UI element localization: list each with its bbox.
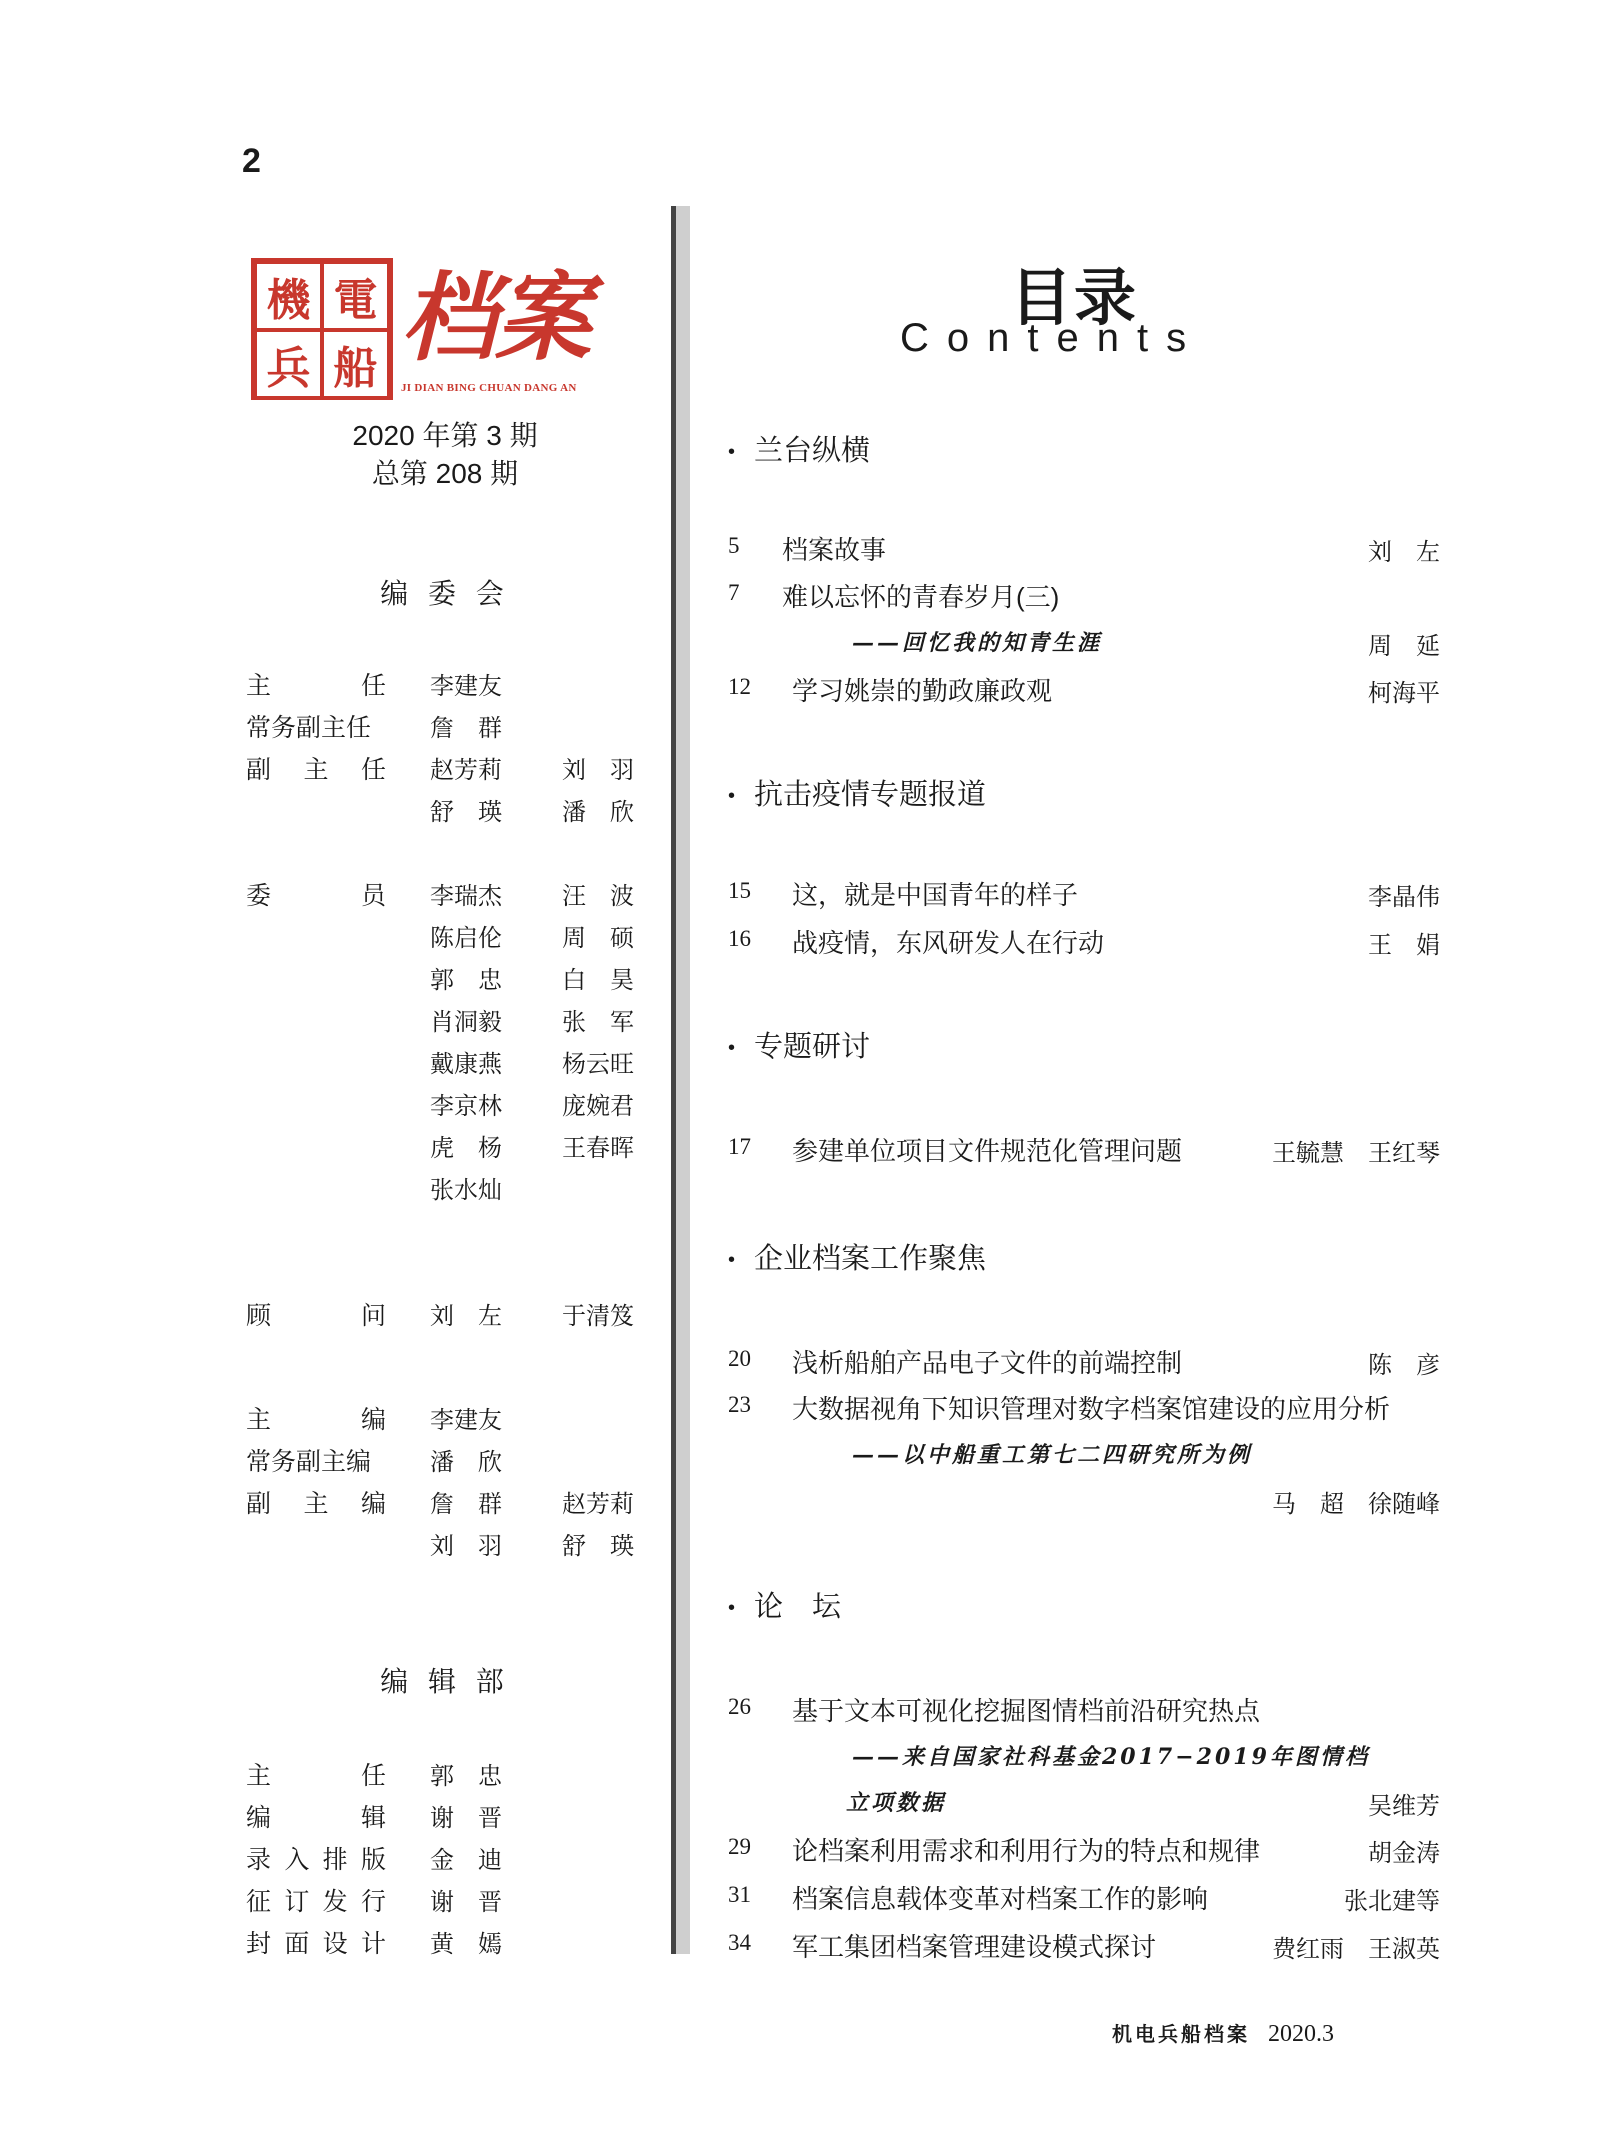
article-author: 陈 彦 — [1368, 1351, 1440, 1379]
board-name: 周 硕 — [562, 924, 634, 952]
board-name: 刘 羽 — [562, 756, 634, 784]
category-label: 论 坛 — [754, 1591, 842, 1623]
toc-subtitle: Contents — [900, 316, 1205, 360]
role-char: 编 — [360, 1406, 386, 1434]
board-name: 张 军 — [562, 1008, 634, 1036]
bullet-icon: • — [728, 784, 736, 807]
toc-category — [728, 772, 986, 813]
role-char: 封 — [246, 1930, 272, 1958]
dept-role — [246, 1798, 386, 1834]
toc-title: 目录 — [1010, 264, 1139, 333]
masthead-logo — [251, 258, 633, 400]
article-title: 军工集团档案管理建设模式探讨 — [792, 1932, 1157, 1962]
seal-char: 兵 — [255, 330, 322, 398]
article-author: 王 娟 — [1368, 931, 1440, 959]
role-char: 副 — [246, 1490, 272, 1518]
dept-name: 黄 嫣 — [430, 1930, 502, 1958]
role-char: 主 — [303, 756, 329, 784]
role-char: 订 — [284, 1888, 310, 1916]
article-title: 大数据视角下知识管理对数字档案馆建设的应用分析 — [792, 1394, 1391, 1424]
article-title: 浅析船舶产品电子文件的前端控制 — [792, 1348, 1183, 1378]
article-author: 周 延 — [1368, 632, 1440, 660]
role-exec-deputy — [246, 708, 386, 744]
article-page: 29 — [728, 1834, 751, 1859]
role-char: 员 — [360, 882, 386, 910]
board-name: 肖洞毅 — [430, 1008, 502, 1036]
article-title: 战疫情，东风研发人在行动 — [792, 928, 1105, 958]
dept-role — [246, 1756, 386, 1792]
article-subtitle: ——回忆我的知青生涯 — [852, 630, 1103, 656]
role-char: 版 — [360, 1846, 386, 1874]
article-author: 刘 左 — [1368, 538, 1440, 566]
footer-brand: 机电兵船档案 — [1112, 2022, 1250, 2046]
bullet-icon: • — [728, 1248, 736, 1271]
dept-name: 郭 忠 — [430, 1762, 502, 1790]
role-deputy — [246, 750, 386, 786]
article-page: 23 — [728, 1392, 751, 1417]
role-char: 任 — [360, 756, 386, 784]
board-name: 舒 瑛 — [562, 1532, 634, 1560]
category-label: 专题研讨 — [754, 1031, 871, 1063]
role-char: 面 — [284, 1930, 310, 1958]
role-char: 主 — [303, 1490, 329, 1518]
board-name: 于清笈 — [562, 1302, 634, 1330]
board-name: 舒 瑛 — [430, 798, 502, 826]
role-members — [246, 876, 386, 912]
bullet-icon: • — [728, 1036, 736, 1059]
role-exec-deputy-editor — [246, 1442, 386, 1478]
board-name: 詹 群 — [430, 1490, 502, 1518]
board-name: 王春晖 — [562, 1134, 634, 1162]
role-director — [246, 666, 386, 702]
role-text: 常务副主任 — [246, 714, 372, 742]
role-advisor — [246, 1296, 386, 1332]
article-author: 马 超 徐随峰 — [1272, 1490, 1440, 1518]
article-author: 王毓慧 王红琴 — [1272, 1139, 1440, 1167]
article-page: 16 — [728, 926, 751, 951]
board-name: 詹 群 — [430, 714, 502, 742]
article-author: 吴维芳 — [1368, 1792, 1440, 1820]
role-char: 排 — [322, 1846, 348, 1874]
toc-category — [728, 1236, 986, 1277]
board-name: 张水灿 — [430, 1176, 502, 1204]
seal-logo — [251, 258, 393, 400]
board-name: 潘 欣 — [430, 1448, 502, 1476]
article-title: 难以忘怀的青春岁月(三) — [782, 582, 1060, 612]
category-label: 企业档案工作聚焦 — [754, 1243, 987, 1275]
bullet-icon: • — [728, 1596, 736, 1619]
role-char: 任 — [360, 1762, 386, 1790]
editorial-board-heading: 编 委 会 — [380, 578, 510, 609]
page-number: 2 — [242, 142, 261, 180]
seal-char: 船 — [322, 330, 389, 398]
issue-total: 总第 208 期 — [371, 458, 519, 489]
column-divider-shade — [676, 206, 690, 1954]
board-name: 潘 欣 — [562, 798, 634, 826]
seal-char: 機 — [255, 262, 322, 330]
board-name: 赵芳莉 — [562, 1490, 634, 1518]
role-char: 发 — [322, 1888, 348, 1916]
role-char: 副 — [246, 756, 272, 784]
role-char: 辑 — [360, 1804, 386, 1832]
dept-role — [246, 1924, 386, 1960]
board-name: 李建友 — [430, 672, 502, 700]
role-char: 委 — [246, 882, 272, 910]
dept-role — [246, 1840, 386, 1876]
dept-name: 谢 晋 — [430, 1888, 502, 1916]
role-char: 主 — [246, 1762, 272, 1790]
role-char: 编 — [246, 1804, 272, 1832]
article-title: 档案信息载体变革对档案工作的影响 — [792, 1884, 1209, 1914]
article-page: 12 — [728, 674, 751, 699]
masthead-pinyin: JI DIAN BING CHUAN DANG AN — [401, 382, 577, 394]
article-author: 柯海平 — [1368, 679, 1440, 707]
board-name: 刘 羽 — [430, 1532, 502, 1560]
dept-role — [246, 1882, 386, 1918]
role-char: 计 — [360, 1930, 386, 1958]
toc-category — [728, 1584, 841, 1625]
role-char: 征 — [246, 1888, 272, 1916]
article-page: 20 — [728, 1346, 751, 1371]
footer-issue: 2020.3 — [1268, 2021, 1334, 2047]
role-char: 设 — [322, 1930, 348, 1958]
article-page: 7 — [728, 580, 740, 605]
article-page: 26 — [728, 1694, 751, 1719]
role-char: 问 — [360, 1302, 386, 1330]
board-name: 虎 杨 — [430, 1134, 502, 1162]
category-label: 兰台纵横 — [754, 435, 871, 467]
board-name: 杨云旺 — [562, 1050, 634, 1078]
seal-char: 電 — [322, 262, 389, 330]
article-author: 费红雨 王淑英 — [1272, 1935, 1440, 1963]
board-name: 戴康燕 — [430, 1050, 502, 1078]
role-text: 常务副主编 — [246, 1448, 372, 1476]
article-author: 李晶伟 — [1368, 883, 1440, 911]
board-name: 汪 波 — [562, 882, 634, 910]
bullet-icon: • — [728, 440, 736, 463]
article-page: 15 — [728, 878, 751, 903]
board-name: 李建友 — [430, 1406, 502, 1434]
board-name: 刘 左 — [430, 1302, 502, 1330]
article-title: 论档案利用需求和利用行为的特点和规律 — [792, 1836, 1261, 1866]
role-char: 录 — [246, 1846, 272, 1874]
role-char: 顾 — [246, 1302, 272, 1330]
article-subtitle: ——以中船重工第七二四研究所为例 — [852, 1442, 1253, 1468]
board-name: 白 昊 — [562, 966, 634, 994]
masthead-title: 档案 — [401, 261, 589, 374]
board-name: 李瑞杰 — [430, 882, 502, 910]
toc-category — [728, 428, 870, 469]
board-name: 李京林 — [430, 1092, 502, 1120]
dept-name: 谢 晋 — [430, 1804, 502, 1832]
article-title: 这，就是中国青年的样子 — [792, 880, 1079, 910]
board-name: 郭 忠 — [430, 966, 502, 994]
role-char: 主 — [246, 672, 272, 700]
role-char: 入 — [284, 1846, 310, 1874]
role-chief-editor — [246, 1400, 386, 1436]
article-subtitle-cont: 立项数据 — [846, 1790, 947, 1816]
role-char: 编 — [360, 1490, 386, 1518]
article-title: 基于文本可视化挖掘图情档前沿研究热点 — [792, 1696, 1261, 1726]
article-page: 31 — [728, 1882, 751, 1907]
article-author: 胡金涛 — [1368, 1839, 1440, 1867]
article-page: 34 — [728, 1930, 751, 1955]
article-author: 张北建等 — [1344, 1887, 1440, 1915]
issue-number: 2020 年第 3 期 — [352, 420, 538, 451]
role-deputy-editor — [246, 1484, 386, 1520]
board-name: 庞婉君 — [562, 1092, 634, 1120]
article-page: 5 — [728, 533, 740, 558]
page-footer — [1112, 2018, 1334, 2048]
board-name: 赵芳莉 — [430, 756, 502, 784]
category-label: 抗击疫情专题报道 — [754, 779, 987, 811]
role-char: 任 — [360, 672, 386, 700]
board-name: 陈启伦 — [430, 924, 502, 952]
article-subtitle: ——来自国家社科基金2017−2019年图情档 — [852, 1744, 1370, 1770]
toc-category — [728, 1024, 870, 1065]
article-title: 参建单位项目文件规范化管理问题 — [792, 1136, 1183, 1166]
article-title: 学习姚崇的勤政廉政观 — [792, 676, 1053, 706]
article-title: 档案故事 — [782, 535, 887, 565]
article-page: 17 — [728, 1134, 751, 1159]
role-char: 主 — [246, 1406, 272, 1434]
role-char: 行 — [360, 1888, 386, 1916]
editorial-dept-heading: 编 辑 部 — [380, 1666, 510, 1697]
dept-name: 金 迪 — [430, 1846, 502, 1874]
